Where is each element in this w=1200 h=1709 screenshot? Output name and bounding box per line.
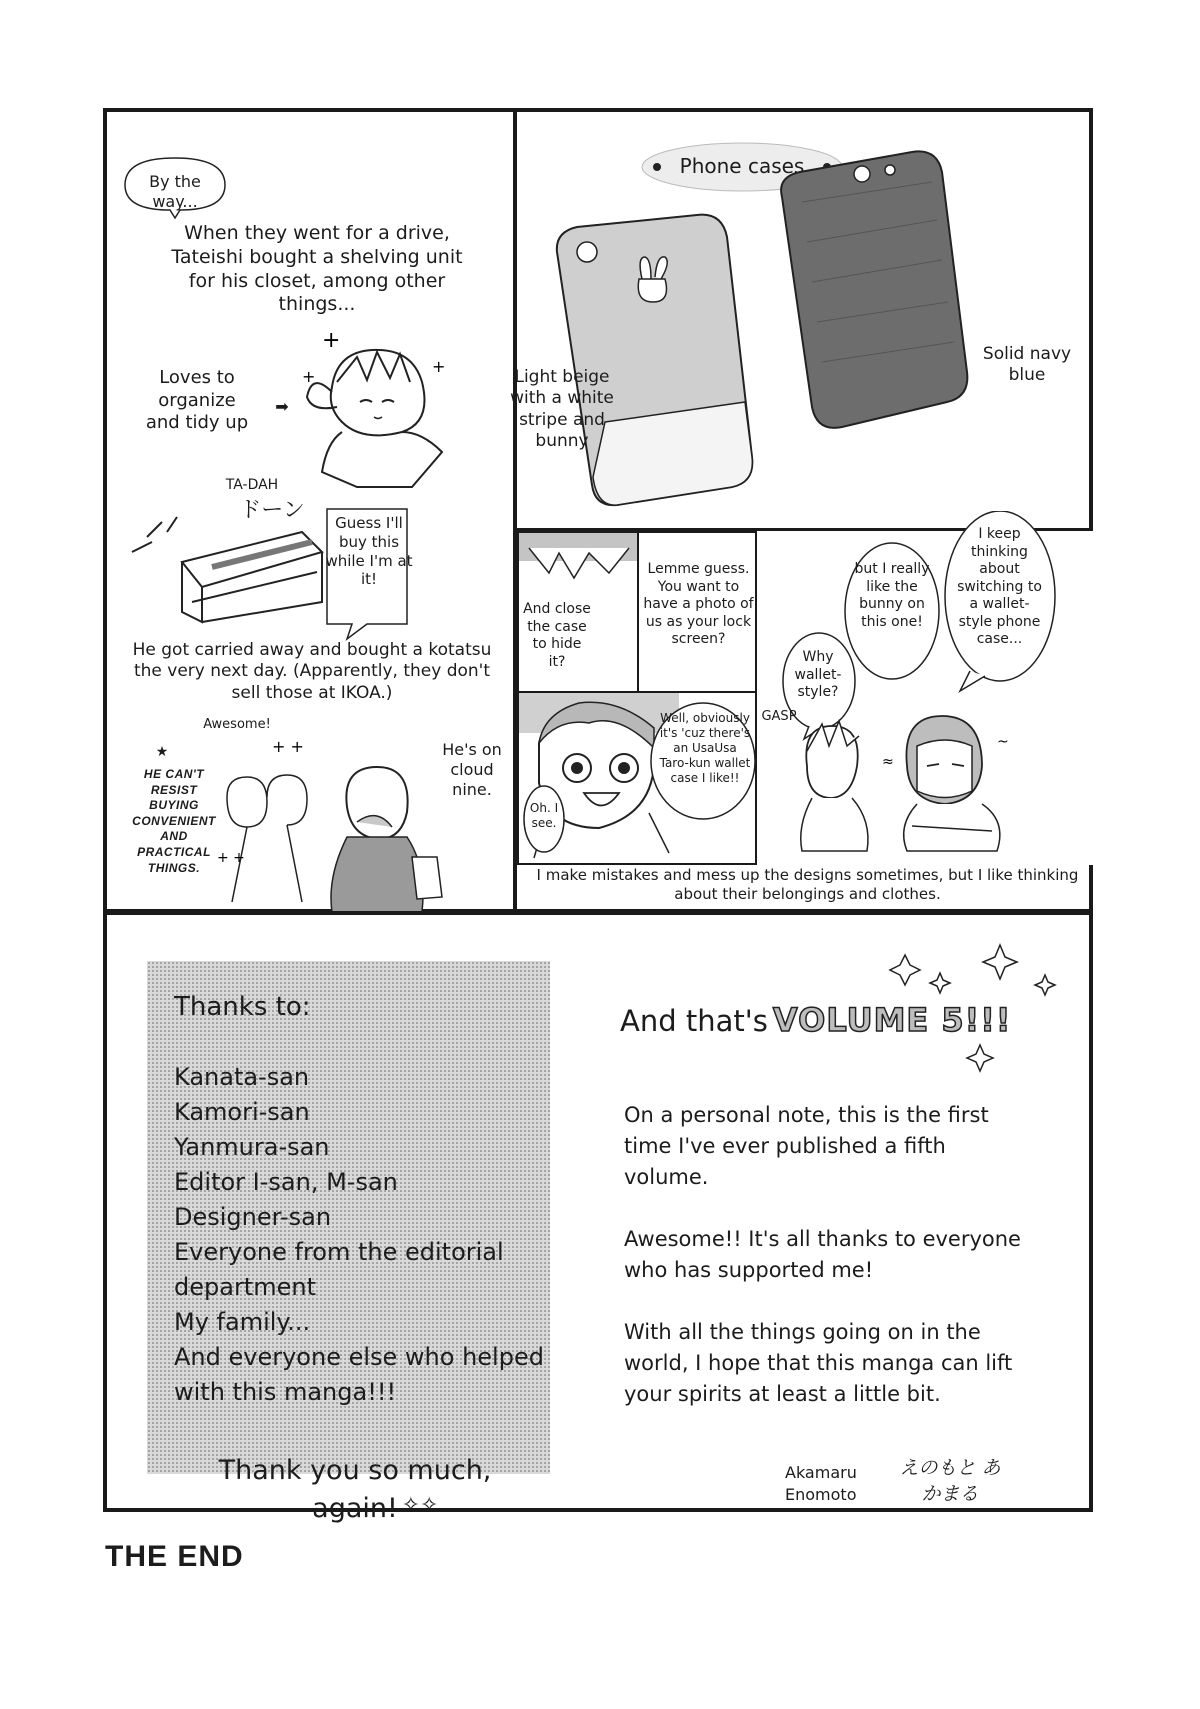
cant-resist-text: HE CAN'T RESIST BUYING CONVENIENT AND PRACTICAL THINGS. [132, 767, 216, 875]
the-end-label: THE END [105, 1540, 244, 1573]
phone-cases-title: Phone cases [679, 154, 805, 178]
star-icon: ★ [155, 744, 169, 760]
kotatsu-caption: He got carried away and bought a kotatsu the very next day. (Apparently, they don't sell those at IKOA.) [132, 640, 492, 703]
obviously-text: Well, obviously it's 'cuz there's an UsaUsa Taro-kun wallet case I like!! [659, 711, 751, 785]
sfx-jp: ドーン [239, 498, 305, 523]
intro-caption: When they went for a drive, Tateishi bought a shelving unit for his closet, among other things... [171, 222, 463, 316]
panel-obviously [517, 691, 757, 865]
top-right-panel [510, 112, 1089, 528]
wallet-characters-drawing [767, 706, 1087, 856]
thanks-name: Kanata-san [174, 1063, 310, 1091]
gasp-text: GASP [761, 709, 797, 724]
afterword-p3: With all the things going on in the world, I hope that this manga can lift your spirits at least a little bit. [624, 1320, 1013, 1406]
hair-drawing [519, 533, 639, 593]
navy-phone-case [772, 142, 972, 442]
aside-text: By the way... [149, 172, 201, 211]
thanks-name: Everyone from the editorial [174, 1238, 504, 1266]
panel-lemme-guess [637, 531, 757, 693]
hide-case-text: And close the case to hide it? [523, 601, 591, 670]
mistakes-caption: I make mistakes and mess up the designs sometimes, but I like thinking about their belongings and clothes. [536, 866, 1079, 903]
thanks-name: with this manga!!! [174, 1378, 397, 1406]
lemme-guess-text: Lemme guess. You want to have a photo of us as your lock screen? [643, 561, 754, 647]
arrow-icon: ➡ [275, 397, 289, 416]
thanks-name: Editor I-san, M-san [174, 1168, 398, 1196]
afterword-body [624, 1100, 1024, 1441]
author-first-name: Akamaru [785, 1463, 857, 1482]
thanks-heading: Thanks to: [174, 992, 311, 1022]
thanks-name: department [174, 1273, 316, 1301]
author-signature: えのもと あかまる [899, 1457, 1001, 1505]
svg-text:+: + [302, 367, 316, 386]
afterword-p1: On a personal note, this is the first time I've ever published a fifth volume. [624, 1103, 989, 1189]
thanks-name: Designer-san [174, 1203, 332, 1231]
thanks-name: And everyone else who helped [174, 1343, 544, 1371]
thanks-closing: Thank you so much, again! [218, 1455, 492, 1524]
svg-text:+: + [432, 357, 446, 376]
buy-bubble-text: Guess I'll buy this while I'm at it! [325, 514, 413, 589]
beige-phone-case [547, 207, 767, 517]
awesome-text: Awesome! [203, 717, 271, 732]
svg-text:+ +: + + [272, 737, 304, 756]
sfx-tadah: TA-DAH [225, 477, 279, 493]
sparkle-icon: ✧✧ [401, 1493, 439, 1518]
author-last-name: Enomoto [785, 1485, 857, 1504]
afterword-title-prefix: And that's [620, 1004, 768, 1038]
afterword-p2: Awesome!! It's all thanks to everyone who has supported me! [624, 1227, 1021, 1282]
beige-label: Light beige with a white stripe and bunny [510, 367, 614, 451]
tateishi-drawing [282, 312, 472, 512]
shelf-drawing [122, 492, 342, 642]
svg-text:+: + [322, 328, 341, 353]
navy-label: Solid navy blue [982, 344, 1072, 386]
why-wallet-text: Why wallet-style? [794, 649, 842, 700]
loves-label: Loves to organize and tidy up [145, 367, 249, 433]
panel-hide-case [517, 531, 639, 693]
thanks-name: My family... [174, 1308, 311, 1336]
thanks-name: Kamori-san [174, 1098, 310, 1126]
keep-thinking-text: I keep thinking about switching to a wallet-style phone case... [957, 526, 1042, 647]
but-bunny-text: but I really like the bunny on this one! [854, 561, 930, 630]
thanks-name: Yanmura-san [174, 1133, 330, 1161]
panel-wallet-style [755, 526, 1093, 865]
cloud-nine-text: He's on cloud nine. [442, 740, 502, 799]
top-left-panel [107, 112, 513, 909]
svg-text:~: ~ [997, 734, 1009, 750]
couple-drawing [207, 727, 467, 912]
svg-text:+ +: + + [217, 850, 245, 866]
oh-i-see-text: Oh. I see. [529, 801, 559, 830]
thanks-names [174, 1060, 544, 1410]
svg-text:≈: ≈ [882, 754, 894, 770]
afterword-title-volume: VOLUME 5!!! [772, 1001, 1012, 1039]
afterword-title [620, 1001, 1011, 1039]
